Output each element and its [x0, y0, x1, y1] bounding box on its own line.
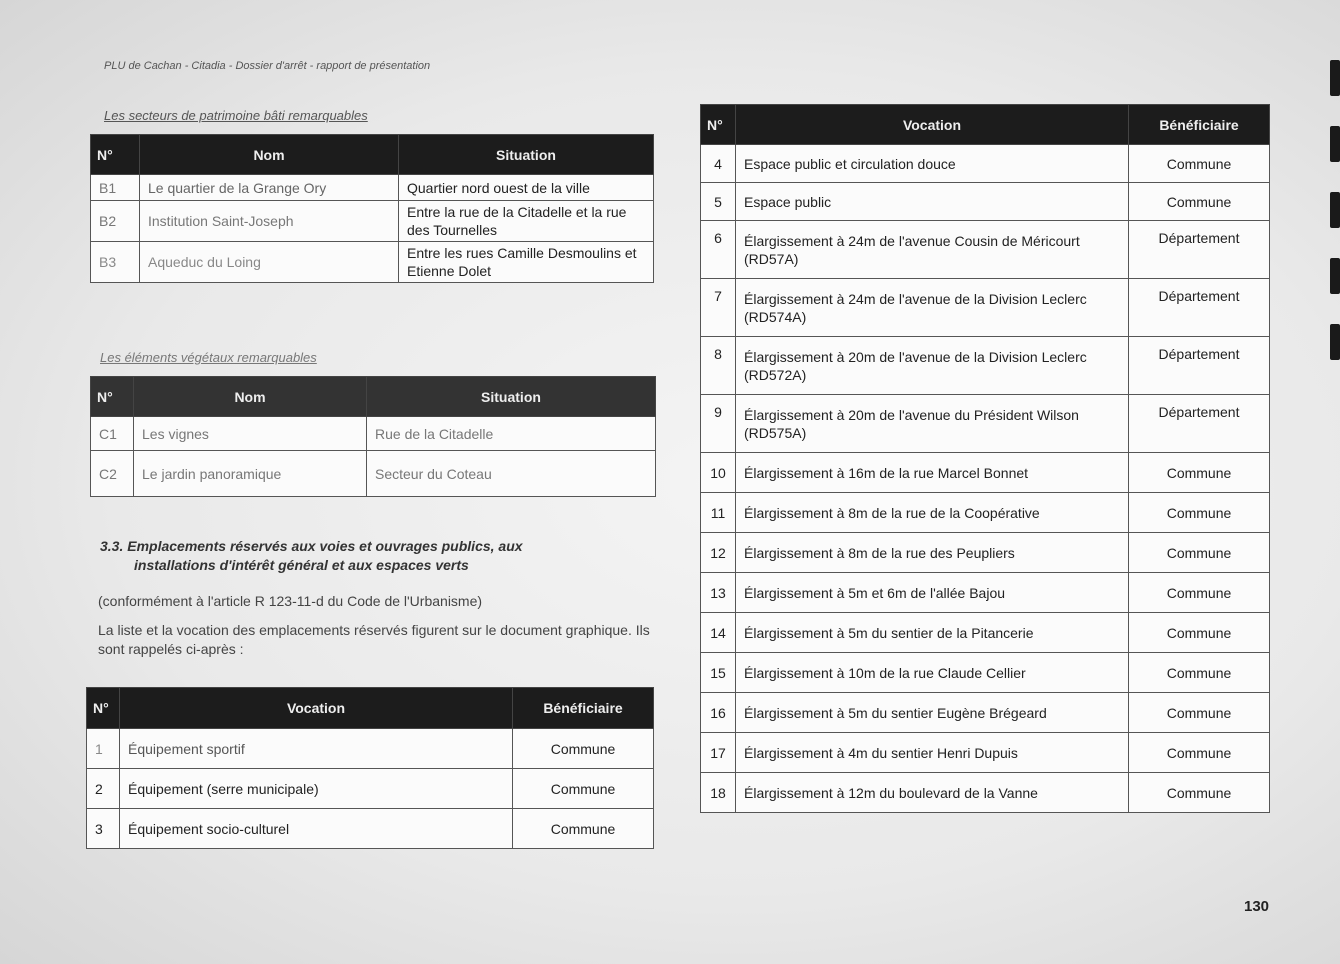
cell-beneficiaire: Commune	[1129, 773, 1270, 813]
cell-beneficiaire: Commune	[1129, 453, 1270, 493]
cell-vocation: Équipement (serre municipale)	[120, 769, 513, 809]
page-header: PLU de Cachan - Citadia - Dossier d'arrêt - rapport de présentation	[104, 60, 431, 72]
table-row	[701, 145, 1270, 183]
col-header-num: N°	[91, 377, 134, 417]
table-row	[701, 221, 1270, 279]
col-header-nom: Nom	[140, 135, 399, 175]
cell-beneficiaire: Commune	[1129, 693, 1270, 733]
cell-num: 17	[701, 733, 736, 773]
table-row	[91, 201, 654, 242]
emplacements-right-table	[700, 104, 1270, 813]
cell-num: 12	[701, 533, 736, 573]
cell-num: 18	[701, 773, 736, 813]
emplacements-left-table	[86, 687, 654, 849]
cell-beneficiaire: Commune	[513, 769, 654, 809]
cell-vocation: Élargissement à 5m du sentier Eugène Brégeard	[736, 693, 1129, 733]
cell-num: 3	[87, 809, 120, 849]
col-header-vocation: Vocation	[736, 105, 1129, 145]
cell-situation: Quartier nord ouest de la ville	[399, 175, 654, 201]
section-body: La liste et la vocation des emplacements réservés figurent sur le document graphique. Ils sont rappelés ci-après :	[98, 622, 650, 657]
cell-vocation: Équipement sportif	[120, 729, 513, 769]
binder-ring	[1330, 192, 1340, 228]
cell-num: 13	[701, 573, 736, 613]
table-row	[91, 175, 654, 201]
cell-num: 10	[701, 453, 736, 493]
table-row	[701, 279, 1270, 337]
table-row	[701, 183, 1270, 221]
page-number: 130	[1244, 898, 1270, 915]
cell-beneficiaire: Commune	[1129, 653, 1270, 693]
cell-num: 16	[701, 693, 736, 733]
cell-nom: Le jardin panoramique	[134, 451, 367, 497]
cell-beneficiaire: Commune	[1129, 183, 1270, 221]
cell-num: 15	[701, 653, 736, 693]
table-row	[701, 573, 1270, 613]
cell-situation: Secteur du Coteau	[367, 451, 656, 497]
cell-vocation: Élargissement à 5m du sentier de la Pitancerie	[736, 613, 1129, 653]
table-header-row	[91, 377, 656, 417]
cell-beneficiaire: Commune	[1129, 733, 1270, 773]
cell-beneficiaire: Commune	[1129, 613, 1270, 653]
cell-situation: Entre les rues Camille Desmoulins et Etienne Dolet	[399, 242, 654, 283]
cell-vocation: Élargissement à 5m et 6m de l'allée Bajou	[736, 573, 1129, 613]
table-row	[87, 809, 654, 849]
col-header-beneficiaire: Bénéficiaire	[513, 688, 654, 729]
cell-num: C2	[91, 451, 134, 497]
cell-beneficiaire: Commune	[1129, 493, 1270, 533]
cell-vocation: Espace public	[736, 183, 1129, 221]
cell-num: 6	[701, 221, 736, 279]
cell-situation: Entre la rue de la Citadelle et la rue des Tournelles	[399, 201, 654, 242]
cell-beneficiaire: Département	[1129, 337, 1270, 395]
table-row	[701, 533, 1270, 573]
table-row	[701, 493, 1270, 533]
section-note: (conformément à l'article R 123-11-d du Code de l'Urbanisme)	[98, 593, 483, 609]
patrimoine-table	[90, 134, 654, 283]
vegetaux-table	[90, 376, 656, 497]
cell-beneficiaire: Commune	[1129, 533, 1270, 573]
cell-num: 4	[701, 145, 736, 183]
cell-vocation: Élargissement à 8m de la rue des Peupliers	[736, 533, 1129, 573]
table-row	[701, 733, 1270, 773]
binder-ring	[1330, 60, 1340, 96]
table-row	[87, 769, 654, 809]
cell-beneficiaire: Département	[1129, 395, 1270, 453]
cell-num: 11	[701, 493, 736, 533]
cell-vocation: Élargissement à 10m de la rue Claude Cellier	[736, 653, 1129, 693]
cell-vocation: Espace public et circulation douce	[736, 145, 1129, 183]
section-heading-line1: 3.3. Emplacements réservés aux voies et ouvrages publics, aux	[100, 538, 523, 554]
cell-vocation: Élargissement à 20m de l'avenue de la Division Leclerc (RD572A)	[736, 337, 1129, 395]
table-row	[701, 773, 1270, 813]
table-row	[701, 453, 1270, 493]
table-row	[701, 337, 1270, 395]
cell-vocation: Élargissement à 20m de l'avenue du Président Wilson (RD575A)	[736, 395, 1129, 453]
binder-ring	[1330, 258, 1340, 294]
cell-num: 14	[701, 613, 736, 653]
section-heading	[100, 537, 652, 575]
cell-vocation: Élargissement à 24m de l'avenue de la Division Leclerc (RD574A)	[736, 279, 1129, 337]
cell-vocation: Élargissement à 16m de la rue Marcel Bonnet	[736, 453, 1129, 493]
table-row	[701, 653, 1270, 693]
cell-beneficiaire: Commune	[1129, 573, 1270, 613]
cell-nom: Institution Saint-Joseph	[140, 201, 399, 242]
col-header-num: N°	[701, 105, 736, 145]
cell-num: 5	[701, 183, 736, 221]
cell-vocation: Élargissement à 4m du sentier Henri Dupuis	[736, 733, 1129, 773]
col-header-situation: Situation	[367, 377, 656, 417]
cell-num: 2	[87, 769, 120, 809]
cell-num: C1	[91, 417, 134, 451]
cell-num: B1	[91, 175, 140, 201]
cell-num: 1	[87, 729, 120, 769]
cell-nom: Aqueduc du Loing	[140, 242, 399, 283]
cell-beneficiaire: Département	[1129, 221, 1270, 279]
section-heading-line2: installations d'intérêt général et aux espaces verts	[134, 557, 469, 573]
table-header-row	[87, 688, 654, 729]
col-header-situation: Situation	[399, 135, 654, 175]
table-header-row	[91, 135, 654, 175]
table-row	[701, 693, 1270, 733]
binder-ring	[1330, 126, 1340, 162]
table-row	[701, 613, 1270, 653]
binder-ring	[1330, 324, 1340, 360]
cell-vocation: Élargissement à 24m de l'avenue Cousin de Méricourt (RD57A)	[736, 221, 1129, 279]
cell-num: B2	[91, 201, 140, 242]
table-row	[91, 451, 656, 497]
cell-beneficiaire: Commune	[513, 809, 654, 849]
cell-situation: Rue de la Citadelle	[367, 417, 656, 451]
cell-beneficiaire: Département	[1129, 279, 1270, 337]
table-row	[91, 242, 654, 283]
cell-nom: Le quartier de la Grange Ory	[140, 175, 399, 201]
col-header-nom: Nom	[134, 377, 367, 417]
table-header-row	[701, 105, 1270, 145]
table-row	[87, 729, 654, 769]
cell-vocation: Équipement socio-culturel	[120, 809, 513, 849]
patrimoine-title: Les secteurs de patrimoine bâti remarquables	[104, 108, 368, 123]
cell-num: 7	[701, 279, 736, 337]
cell-beneficiaire: Commune	[513, 729, 654, 769]
table-row	[701, 395, 1270, 453]
cell-beneficiaire: Commune	[1129, 145, 1270, 183]
cell-vocation: Élargissement à 12m du boulevard de la Vanne	[736, 773, 1129, 813]
cell-nom: Les vignes	[134, 417, 367, 451]
cell-num: 8	[701, 337, 736, 395]
table-row	[91, 417, 656, 451]
col-header-num: N°	[87, 688, 120, 729]
cell-vocation: Élargissement à 8m de la rue de la Coopérative	[736, 493, 1129, 533]
col-header-beneficiaire: Bénéficiaire	[1129, 105, 1270, 145]
cell-num: 9	[701, 395, 736, 453]
cell-num: B3	[91, 242, 140, 283]
col-header-vocation: Vocation	[120, 688, 513, 729]
vegetaux-title: Les éléments végétaux remarquables	[100, 350, 317, 365]
col-header-num: N°	[91, 135, 140, 175]
